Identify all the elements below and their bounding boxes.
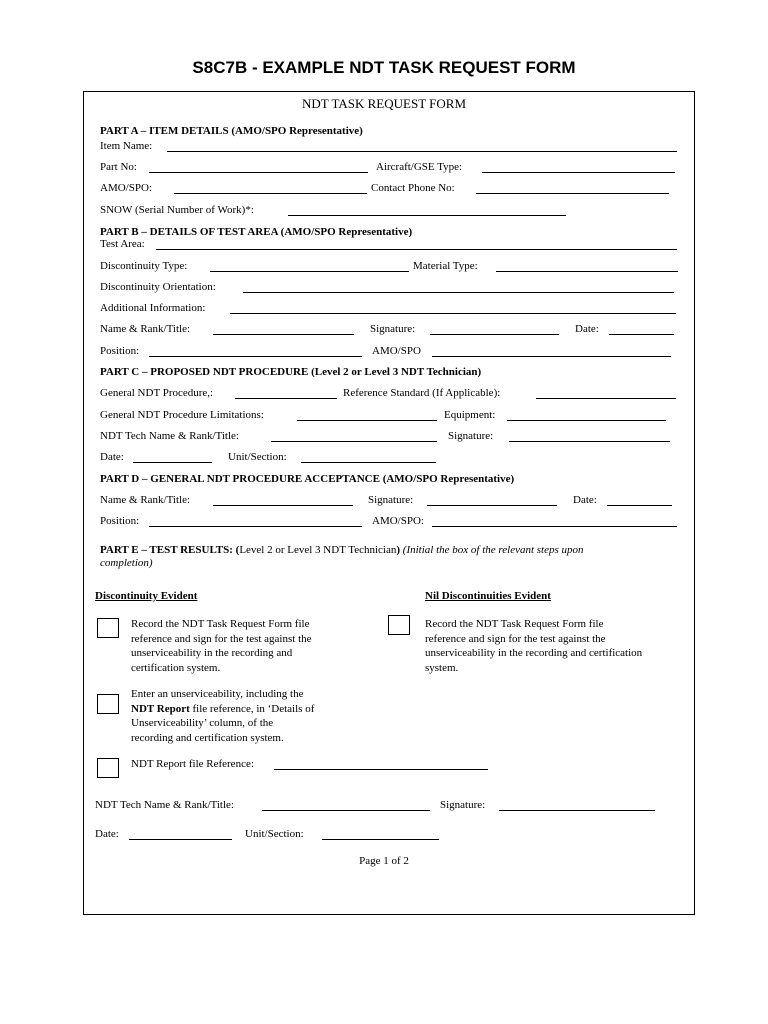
part-a-heading: PART A – ITEM DETAILS (AMO/SPO Representative) [100,125,363,137]
part-c-unit-section-field[interactable] [301,462,436,463]
amo-spo-field[interactable] [174,193,367,194]
part-b-position-field[interactable] [149,356,362,357]
part-b-date-label: Date: [575,323,599,335]
part-d-position-label: Position: [100,515,140,527]
part-c-signature-field[interactable] [509,441,670,442]
part-c-date-label: Date: [100,451,124,463]
procedure-limitations-label: General NDT Procedure Limitations: [100,409,264,421]
footer-tech-name-field[interactable] [262,810,430,811]
amo-spo-label: AMO/SPO: [100,182,152,194]
part-d-name-rank-label: Name & Rank/Title: [100,494,191,506]
part-b-amo-spo-label: AMO/SPO [372,345,421,357]
aircraft-gse-field[interactable] [482,172,675,173]
part-d-date-label: Date: [573,494,597,506]
contact-phone-label: Contact Phone No: [371,182,455,194]
step2-line1: Enter an unserviceability, including the [131,688,304,700]
item-name-field[interactable] [167,151,677,152]
footer-unit-section-field[interactable] [322,839,439,840]
page-number: Page 1 of 2 [359,855,409,867]
snow-field[interactable] [288,215,566,216]
part-b-signature-field[interactable] [430,334,559,335]
step2-bold: NDT Report [131,702,190,715]
discontinuity-step2-text [131,687,314,745]
nil-discontinuities-text: Record the NDT Task Request Form file reference and sign for the test against the unserviceability in the recording and certification system. [425,618,643,674]
part-e-heading [100,544,584,557]
part-c-unit-section-label: Unit/Section: [228,451,287,463]
discontinuity-orientation-label: Discontinuity Orientation: [100,281,216,293]
step2-rest: file reference, in ‘Details of [189,702,315,715]
discontinuity-step3-checkbox[interactable] [97,758,119,778]
general-procedure-label: General NDT Procedure,: [100,387,214,399]
reference-standard-label: Reference Standard (If Applicable): [343,387,501,399]
part-d-name-rank-field[interactable] [213,505,353,506]
part-b-name-rank-field[interactable] [213,334,354,335]
part-b-name-rank-label: Name & Rank/Title: [100,323,191,335]
part-e-heading-italic: (Initial the box of the relevant steps upon [402,544,584,556]
snow-label: SNOW (Serial Number of Work)*: [100,204,254,216]
part-d-heading: PART D – GENERAL NDT PROCEDURE ACCEPTANCE (AMO/SPO Representative) [100,473,515,485]
document-title: S8C7B - EXAMPLE NDT TASK REQUEST FORM [192,58,576,77]
part-e-heading-normal: Level 2 or Level 3 NDT Technician [239,544,397,556]
part-c-date-field[interactable] [133,462,212,463]
discontinuity-evident-heading: Discontinuity Evident [95,590,198,602]
part-e-heading-bold: PART E – TEST RESULTS: ( [100,544,240,556]
procedure-limitations-field[interactable] [297,420,437,421]
part-b-signature-label: Signature: [370,323,416,335]
part-b-heading: PART B – DETAILS OF TEST AREA (AMO/SPO Representative) [100,226,413,238]
discontinuity-type-field[interactable] [210,271,409,272]
part-e-heading-close: ) [396,544,401,556]
part-b-amo-spo-field[interactable] [432,356,671,357]
discontinuity-step1-checkbox[interactable] [97,618,119,638]
footer-signature-label: Signature: [440,799,486,811]
footer-date-label: Date: [95,828,119,840]
aircraft-gse-label: Aircraft/GSE Type: [376,161,463,173]
part-c-tech-name-field[interactable] [271,441,437,442]
test-area-label: Test Area: [100,238,145,250]
ndt-report-reference-label: NDT Report file Reference: [131,758,254,770]
part-c-signature-label: Signature: [448,430,494,442]
reference-standard-field[interactable] [536,398,676,399]
part-d-signature-label: Signature: [368,494,414,506]
footer-unit-section-label: Unit/Section: [245,828,304,840]
part-b-position-label: Position: [100,345,140,357]
part-d-signature-field[interactable] [427,505,557,506]
discontinuity-orientation-field[interactable] [243,292,674,293]
general-procedure-field[interactable] [235,398,337,399]
ndt-report-reference-field[interactable] [274,769,488,770]
step2-tail: Unserviceability’ column, of the recording and certification system. [131,717,284,744]
equipment-label: Equipment: [444,409,496,421]
additional-info-label: Additional Information: [100,302,206,314]
nil-discontinuities-heading: Nil Discontinuities Evident [425,590,551,602]
part-c-heading: PART C – PROPOSED NDT PROCEDURE (Level 2 or Level 3 NDT Technician) [100,366,482,378]
additional-info-field[interactable] [230,313,676,314]
form-title: NDT TASK REQUEST FORM [301,96,467,111]
item-name-label: Item Name: [100,140,153,152]
equipment-field[interactable] [507,420,666,421]
discontinuity-step1-text: Record the NDT Task Request Form file reference and sign for the test against the unserviceability in the recording and certification system. [131,618,312,674]
part-no-field[interactable] [149,172,368,173]
discontinuity-step2-checkbox[interactable] [97,694,119,714]
part-no-label: Part No: [100,161,137,173]
part-d-amo-spo-label: AMO/SPO: [372,515,424,527]
material-type-label: Material Type: [413,260,478,272]
part-d-date-field[interactable] [607,505,672,506]
footer-tech-name-label: NDT Tech Name & Rank/Title: [95,799,234,811]
part-d-position-field[interactable] [149,526,362,527]
part-e-heading-italic-cont: completion) [100,557,153,569]
footer-date-field[interactable] [129,839,232,840]
part-c-tech-name-label: NDT Tech Name & Rank/Title: [100,430,239,442]
discontinuity-type-label: Discontinuity Type: [100,260,188,272]
part-d-amo-spo-field[interactable] [432,526,677,527]
test-area-field[interactable] [156,249,677,250]
nil-discontinuities-checkbox[interactable] [388,615,410,635]
footer-signature-field[interactable] [499,810,655,811]
part-b-date-field[interactable] [609,334,674,335]
contact-phone-field[interactable] [476,193,669,194]
material-type-field[interactable] [496,271,678,272]
